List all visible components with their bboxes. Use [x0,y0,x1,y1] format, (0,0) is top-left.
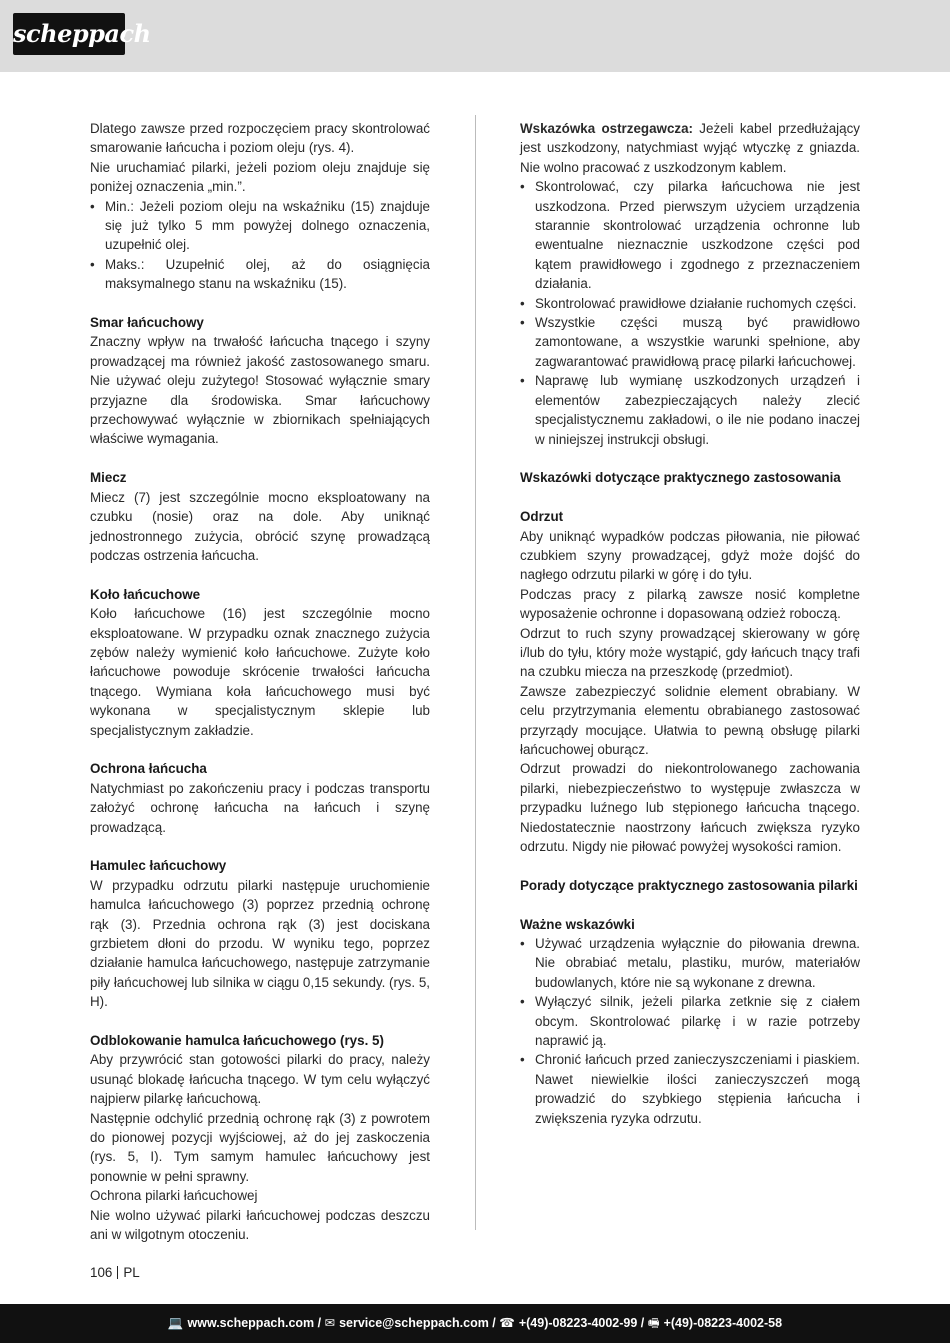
paragraph: Aby uniknąć wypadków podczas piłowania, nie piłować czubkiem szyny prowadzącej, gdyż może dojść do nagłego odrzutu pilarki w górę i do tyłu. [520,528,860,583]
section-heading: Odrzut [520,509,564,525]
section-heading: Ważne wskazówki [520,916,635,932]
paragraph: Dlatego zawsze przed rozpoczęciem pracy skontrolować smarowanie łańcucha i poziom oleju (rys. 4). [90,121,430,156]
paragraph: Koło łańcuchowe (16) jest szczególnie mocno eksploatowane. W przypadku oznak znacznego zużycia zębów należy wymienić koło łańcuchowe. Zużyte koło łańcuchowe powoduje skrócenie trwałości łańcucha tnącego. Wymiana koła łańcuchowego musi być wykonana w specjalistycznym sklepie lub specjalistycznym zakładzie. [90,606,430,738]
list-item [520,934,860,992]
mail-icon: ✉ [324,1316,336,1330]
paragraph: Nie wolno używać pilarki łańcuchowej podczas deszczu ani w wilgotnym otoczeniu. [90,1207,430,1243]
bullet-icon: • [520,936,525,951]
section-heading: Hamulec łańcuchowy [90,858,227,874]
paragraph: Aby przywrócić stan gotowości pilarki do pracy, należy usunąć blokadę łańcucha tnącego. W tym celu wyłączyć najpierw pilarkę łańcuchową. [90,1052,430,1107]
section-heading: Smar łańcuchowy [90,315,204,331]
list-item [520,294,860,313]
page-header [0,0,950,72]
list-item [520,313,860,371]
right-column [520,119,860,1128]
page-footer [0,1304,950,1343]
list-item [520,371,860,449]
page-number [90,1265,140,1280]
warning-text: Jeżeli kabel przedłużający jest uszkodzony, natychmiast wyjąć wtyczkę z gniazda. Nie wolno pracować z uszkodzonym kablem. [520,121,860,175]
page-language: PL [123,1265,140,1280]
section-heading: Miecz [90,470,127,486]
bullet-icon: • [90,256,95,272]
list-item-text: Wszystkie części muszą być prawidłowo zamontowane, a wszystkie warunki spełnione, aby zagwarantować prawidłową pracę pilarki łańcuchowej. [535,315,860,369]
paragraph: Miecz (7) jest szczególnie mocno eksploatowany na czubku (nosie) oraz na dole. Aby uniknąć jednostronnego zużycia, obrócić szynę prowadzącą podczas ostrzenia łańcucha. [90,489,430,563]
footer-email[interactable]: service@scheppach.com [339,1316,489,1330]
bullet-icon: • [520,994,525,1010]
section-heading: Porady dotyczące praktycznego zastosowania pilarki [520,877,858,893]
footer-separator: / [488,1316,500,1330]
paragraph: W przypadku odrzutu pilarki następuje uruchomienie hamulca łańcuchowego (3) poprzez przednią ochronę rąk (3). Przednia ochrona rąk (3) jest dociskana grzbietem dłoni do przodu. W wyniku tego, poprzez działanie hamulca łańcuchowego, następuje zatrzymanie piły łańcuchowej lub silnika w ciągu 0,15 sekundy. (rys. 5, H). [90,877,430,1010]
footer-fax: +(49)-08223-4002-58 [663,1316,783,1330]
list-item [520,177,860,293]
page-number-value: 106 [90,1265,113,1280]
list-item-text: Maks.: Uzupełnić olej, aż do osiągnięcia maksymalnego stanu na wskaźniku (15). [105,256,430,292]
section-heading: Ochrona łańcucha [90,761,207,777]
bullet-icon: • [90,198,95,214]
page-number-separator [117,1266,118,1279]
paragraph: Natychmiast po zakończeniu pracy i podczas transportu założyć ochronę łańcucha na łańcuch i szynę prowadzącą. [90,780,430,835]
warning-paragraph [520,119,860,177]
list-item [90,197,430,255]
paragraph: Nie uruchamiać pilarki, jeżeli poziom oleju znajduje się poniżej oznaczenia „min.”. [90,159,430,195]
paragraph: Następnie odchylić przednią ochronę rąk (3) z powrotem do pionowej pozycji wyjściowej, aż do jej zaskoczenia (rys. 5, I). Tym samym hamulec łańcuchowy jest ponownie w pełni sprawny. [90,1110,430,1184]
paragraph: Odrzut to ruch szyny prowadzącej skierowany w górę i/lub do tyłu, który może wystąpić, gdy łańcuch tnący trafi na czubku miecza na przeszkodę (przedmiot). [520,625,860,680]
fax-icon: 🖷 [647,1316,660,1330]
paragraph: Odrzut prowadzi do niekontrolowanego zachowania pilarki, niebezpieczeństwo to występuje zwłaszcza w przypadku luźnego lub stępionego łańcucha tnącego. Niedostatecznie naostrzony łańcuch zwiększa ryzyko odrzutu. Nigdy nie piłować powyżej wysokości ramion. [520,761,860,854]
section-heading: Odblokowanie hamulca łańcuchowego (rys. 5) [90,1033,384,1048]
bullet-icon: • [520,1052,525,1068]
column-divider [475,115,476,1230]
list-item [90,255,430,294]
paragraph: Podczas pracy z pilarką zawsze nosić kompletne wyposażenie ochronne i dopasowaną odzież roboczą. [520,586,860,622]
list-item [520,1050,860,1128]
list-item-text: Chronić łańcuch przed zanieczyszczeniami i piaskiem. Nawet niewielkie ilości zanieczyszczeń mogą prowadzić do szybkiego stępienia łańcucha i zwiększenia ryzyka odrzutu. [535,1052,860,1126]
footer-phone[interactable]: +(49)-08223-4002-99 [518,1316,638,1330]
bullet-icon: • [520,315,525,331]
list-item [520,992,860,1050]
paragraph: Ochrona pilarki łańcuchowej [90,1188,258,1204]
footer-website[interactable]: www.scheppach.com [187,1316,315,1330]
bullet-icon: • [520,373,525,389]
list-item-text: Naprawę lub wymianę uszkodzonych urządzeń i elementów zabezpieczających należy zlecić specjalistycznemu zakładowi, o ile nie podano inaczej w niniejszej instrukcji obsługi. [535,373,860,447]
section-heading: Koło łańcuchowe [90,586,201,602]
list-item-text: Używać urządzenia wyłącznie do piłowania drewna. Nie obrabiać metalu, plastiku, murów, materiałów budowlanych, które nie są wykonane z drewna. [535,936,860,990]
left-column [90,119,430,1244]
section-heading: Wskazówki dotyczące praktycznego zastosowania [520,470,841,486]
bullet-icon: • [520,179,525,195]
bullet-icon: • [520,295,525,311]
warning-label: Wskazówka ostrzegawcza: [520,121,693,136]
footer-separator: / [314,1316,325,1330]
computer-icon: 💻 [167,1316,184,1330]
list-item-text: Wyłączyć silnik, jeżeli pilarka zetknie się z ciałem obcym. Skontrolować pilarkę i w razie potrzeby naprawić ją. [535,994,860,1049]
footer-separator: / [637,1316,648,1330]
phone-icon: ☎ [499,1316,515,1330]
paragraph: Znaczny wpływ na trwałość łańcucha tnącego i szyny prowadzącej ma również jakość zastosowanego smaru. Nie używać oleju zużytego! Stosować wyłącznie smary przyjazne dla środowiska. Smar łańcuchowy przechowywać wyłącznie w zbiornikach spełniających właściwe wymagania. [90,334,430,447]
scheppach-logo: scheppach [13,13,125,55]
paragraph: Zawsze zabezpieczyć solidnie element obrabiany. W celu przytrzymania elementu obrabianego zastosować przyrządy mocujące. Ułatwia to pewną obsługę pilarki łańcuchowej oburącz. [520,683,860,757]
list-item-text: Skontrolować prawidłowe działanie ruchomych części. [535,295,857,311]
list-item-text: Skontrolować, czy pilarka łańcuchowa nie jest uszkodzona. Przed pierwszym użyciem urządzenia starannie skontrolować urządzenia ochronne lub ewentualne nieznacznie uszkodzone części pod kątem prawidłowego i zgodnego z przeznaczeniem działania. [535,179,860,292]
list-item-text: Min.: Jeżeli poziom oleju na wskaźniku (15) znajduje się już tylko 5 mm powyżej dolnego oznaczenia, uzupełnić olej. [105,198,430,253]
